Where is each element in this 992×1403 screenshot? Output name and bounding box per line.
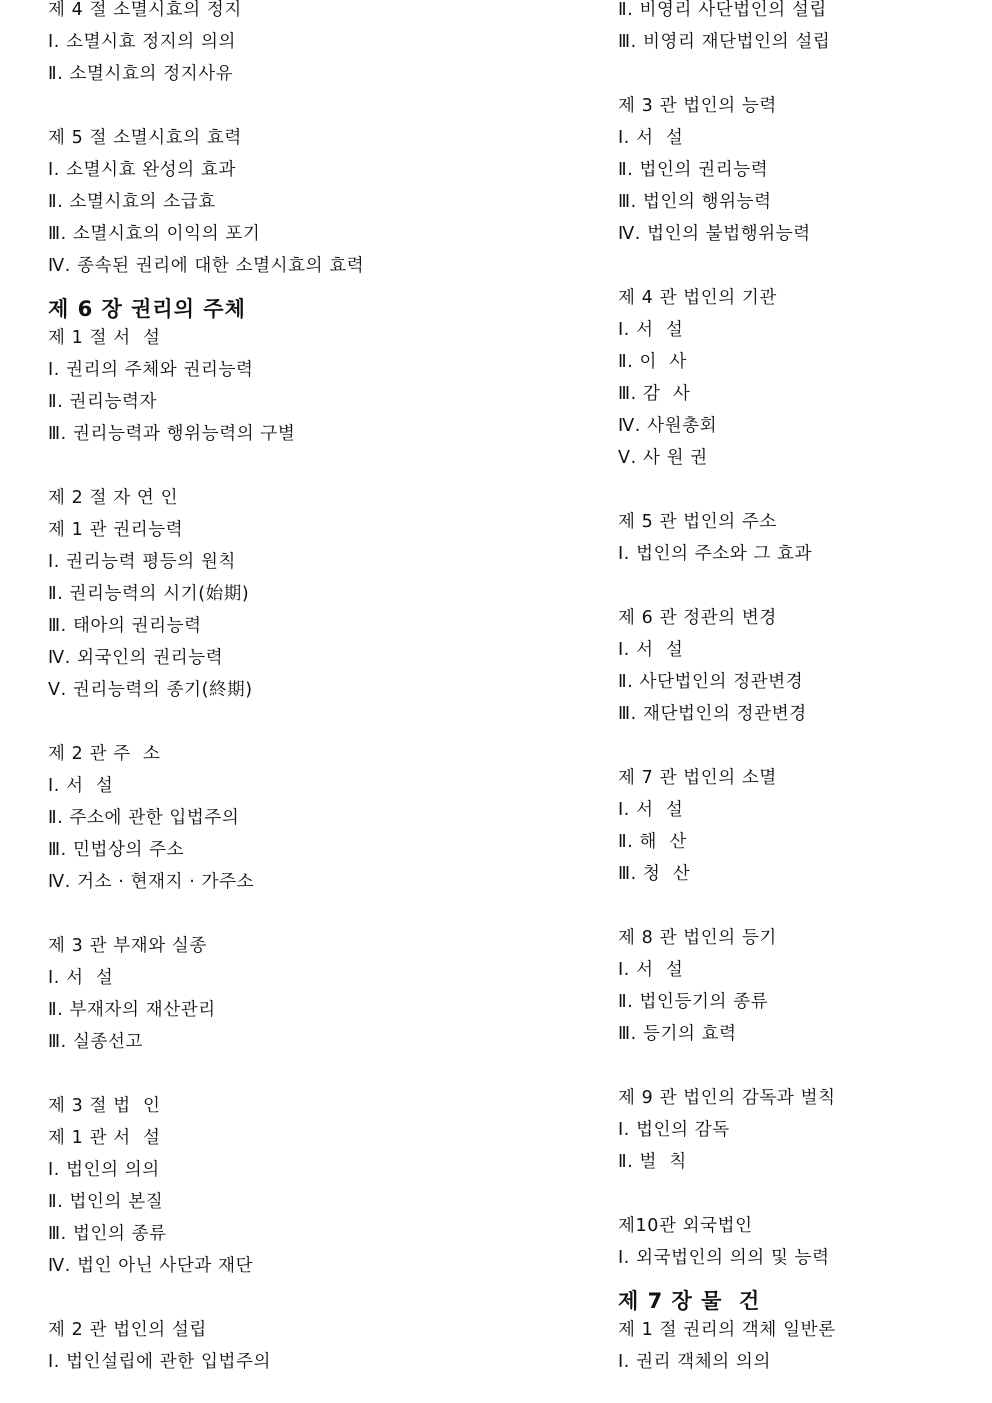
spacer [618, 474, 978, 506]
spacer [48, 898, 548, 930]
toc-item: Ⅰ. 법인의 주소와 그 효과 [618, 544, 813, 564]
toc-item: Ⅰ. 서 설 [618, 960, 684, 980]
toc-item: Ⅲ. 감 사 [618, 384, 691, 404]
toc-item: Ⅰ. 소멸시효 완성의 효과 [48, 160, 236, 180]
spacer [618, 1050, 978, 1082]
toc-item: Ⅰ. 법인설립에 관한 입법주의 [48, 1352, 271, 1372]
chapter-heading: 제 6 장 권리의 주체 [48, 297, 246, 321]
toc-item: Ⅲ. 권리능력과 행위능력의 구별 [48, 424, 296, 444]
subsection-heading: 제 9 관 법인의 감독과 벌칙 [618, 1088, 836, 1108]
subsection-heading: 제 1 관 권리능력 [48, 520, 184, 540]
toc-item: Ⅲ. 재단법인의 정관변경 [618, 704, 807, 724]
subsection-heading: 제 3 관 법인의 능력 [618, 96, 777, 116]
toc-item: Ⅱ. 법인등기의 종류 [618, 992, 769, 1012]
subsection-heading: 제 7 관 법인의 소멸 [618, 768, 777, 788]
toc-item: Ⅱ. 법인의 권리능력 [618, 160, 769, 180]
section-heading: 제 2 절 자 연 인 [48, 488, 179, 508]
spacer [618, 890, 978, 922]
toc-item: Ⅲ. 태아의 권리능력 [48, 616, 202, 636]
toc-item: Ⅲ. 비영리 재단법인의 설립 [618, 32, 831, 52]
toc-right-column [618, 0, 978, 1378]
toc-item: Ⅰ. 서 설 [618, 128, 684, 148]
toc-item: Ⅰ. 서 설 [48, 776, 114, 796]
toc-item: Ⅲ. 법인의 종류 [48, 1224, 167, 1244]
toc-item: Ⅳ. 법인 아닌 사단과 재단 [48, 1256, 254, 1276]
subsection-heading: 제 2 관 법인의 설립 [48, 1320, 207, 1340]
toc-item: Ⅰ. 서 설 [618, 640, 684, 660]
subsection-heading: 제 8 관 법인의 등기 [618, 928, 777, 948]
subsection-heading: 제 3 관 부재와 실종 [48, 936, 207, 956]
spacer [618, 1178, 978, 1210]
toc-item: Ⅳ. 종속된 권리에 대한 소멸시효의 효력 [48, 256, 365, 276]
spacer [48, 1282, 548, 1314]
toc-item: Ⅱ. 법인의 본질 [48, 1192, 164, 1212]
toc-item: Ⅳ. 외국인의 권리능력 [48, 648, 224, 668]
subsection-heading: 제 1 관 서 설 [48, 1128, 161, 1148]
subsection-heading: 제 4 관 법인의 기관 [618, 288, 777, 308]
toc-item: Ⅴ. 사 원 권 [618, 448, 708, 468]
toc-item: Ⅰ. 서 설 [618, 800, 684, 820]
spacer [618, 570, 978, 602]
toc-item: Ⅱ. 사단법인의 정관변경 [618, 672, 804, 692]
spacer [618, 730, 978, 762]
section-heading: 제 1 절 서 설 [48, 328, 161, 348]
toc-item: Ⅰ. 소멸시효 정지의 의의 [48, 32, 236, 52]
toc-item: Ⅴ. 권리능력의 종기(終期) [48, 680, 253, 700]
toc-item: Ⅱ. 권리능력자 [48, 392, 158, 412]
spacer [48, 706, 548, 738]
toc-item: Ⅰ. 법인의 감독 [618, 1120, 730, 1140]
toc-item: Ⅱ. 부재자의 재산관리 [48, 1000, 216, 1020]
subsection-heading: 제 6 관 정관의 변경 [618, 608, 777, 628]
toc-item: Ⅰ. 권리 객체의 의의 [618, 1352, 771, 1372]
toc-item: Ⅱ. 소멸시효의 정지사유 [48, 64, 234, 84]
toc-item: Ⅱ. 주소에 관한 입법주의 [48, 808, 240, 828]
spacer [618, 250, 978, 282]
subsection-heading: 제 5 관 법인의 주소 [618, 512, 777, 532]
toc-left-column [48, 0, 548, 1378]
toc-item: Ⅱ. 권리능력의 시기(始期) [48, 584, 250, 604]
toc-item: Ⅱ. 이 사 [618, 352, 687, 372]
toc-item: Ⅰ. 법인의 의의 [48, 1160, 160, 1180]
section-heading: 제 4 절 소멸시효의 정지 [48, 0, 242, 20]
spacer [618, 58, 978, 90]
toc-item: Ⅱ. 해 산 [618, 832, 687, 852]
toc-item: Ⅰ. 서 설 [48, 968, 114, 988]
toc-item: Ⅲ. 법인의 행위능력 [618, 192, 772, 212]
toc-item: Ⅲ. 민법상의 주소 [48, 840, 185, 860]
spacer [48, 1058, 548, 1090]
subsection-heading: 제 2 관 주 소 [48, 744, 161, 764]
toc-item: Ⅲ. 청 산 [618, 864, 691, 884]
toc-item: Ⅲ. 등기의 효력 [618, 1024, 737, 1044]
toc-item: Ⅰ. 권리의 주체와 권리능력 [48, 360, 254, 380]
toc-item: Ⅰ. 외국법인의 의의 및 능력 [618, 1248, 830, 1268]
toc-item: Ⅱ. 비영리 사단법인의 설립 [618, 0, 827, 20]
toc-item: Ⅲ. 소멸시효의 이익의 포기 [48, 224, 261, 244]
section-heading: 제 1 절 권리의 객체 일반론 [618, 1320, 836, 1340]
spacer [48, 450, 548, 482]
section-heading: 제 5 절 소멸시효의 효력 [48, 128, 242, 148]
spacer [48, 90, 548, 122]
toc-item: Ⅲ. 실종선고 [48, 1032, 144, 1052]
section-heading: 제 3 절 법 인 [48, 1096, 161, 1116]
toc-item: Ⅰ. 서 설 [618, 320, 684, 340]
subsection-heading: 제10관 외국법인 [618, 1216, 753, 1236]
toc-item: Ⅳ. 거소 · 현재지 · 가주소 [48, 872, 255, 892]
toc-item: Ⅱ. 벌 칙 [618, 1152, 687, 1172]
toc-item: Ⅳ. 사원총회 [618, 416, 718, 436]
toc-item: Ⅱ. 소멸시효의 소급효 [48, 192, 216, 212]
toc-item: Ⅳ. 법인의 불법행위능력 [618, 224, 811, 244]
chapter-heading: 제 7 장 물 건 [618, 1289, 761, 1313]
toc-item: Ⅰ. 권리능력 평등의 원칙 [48, 552, 236, 572]
